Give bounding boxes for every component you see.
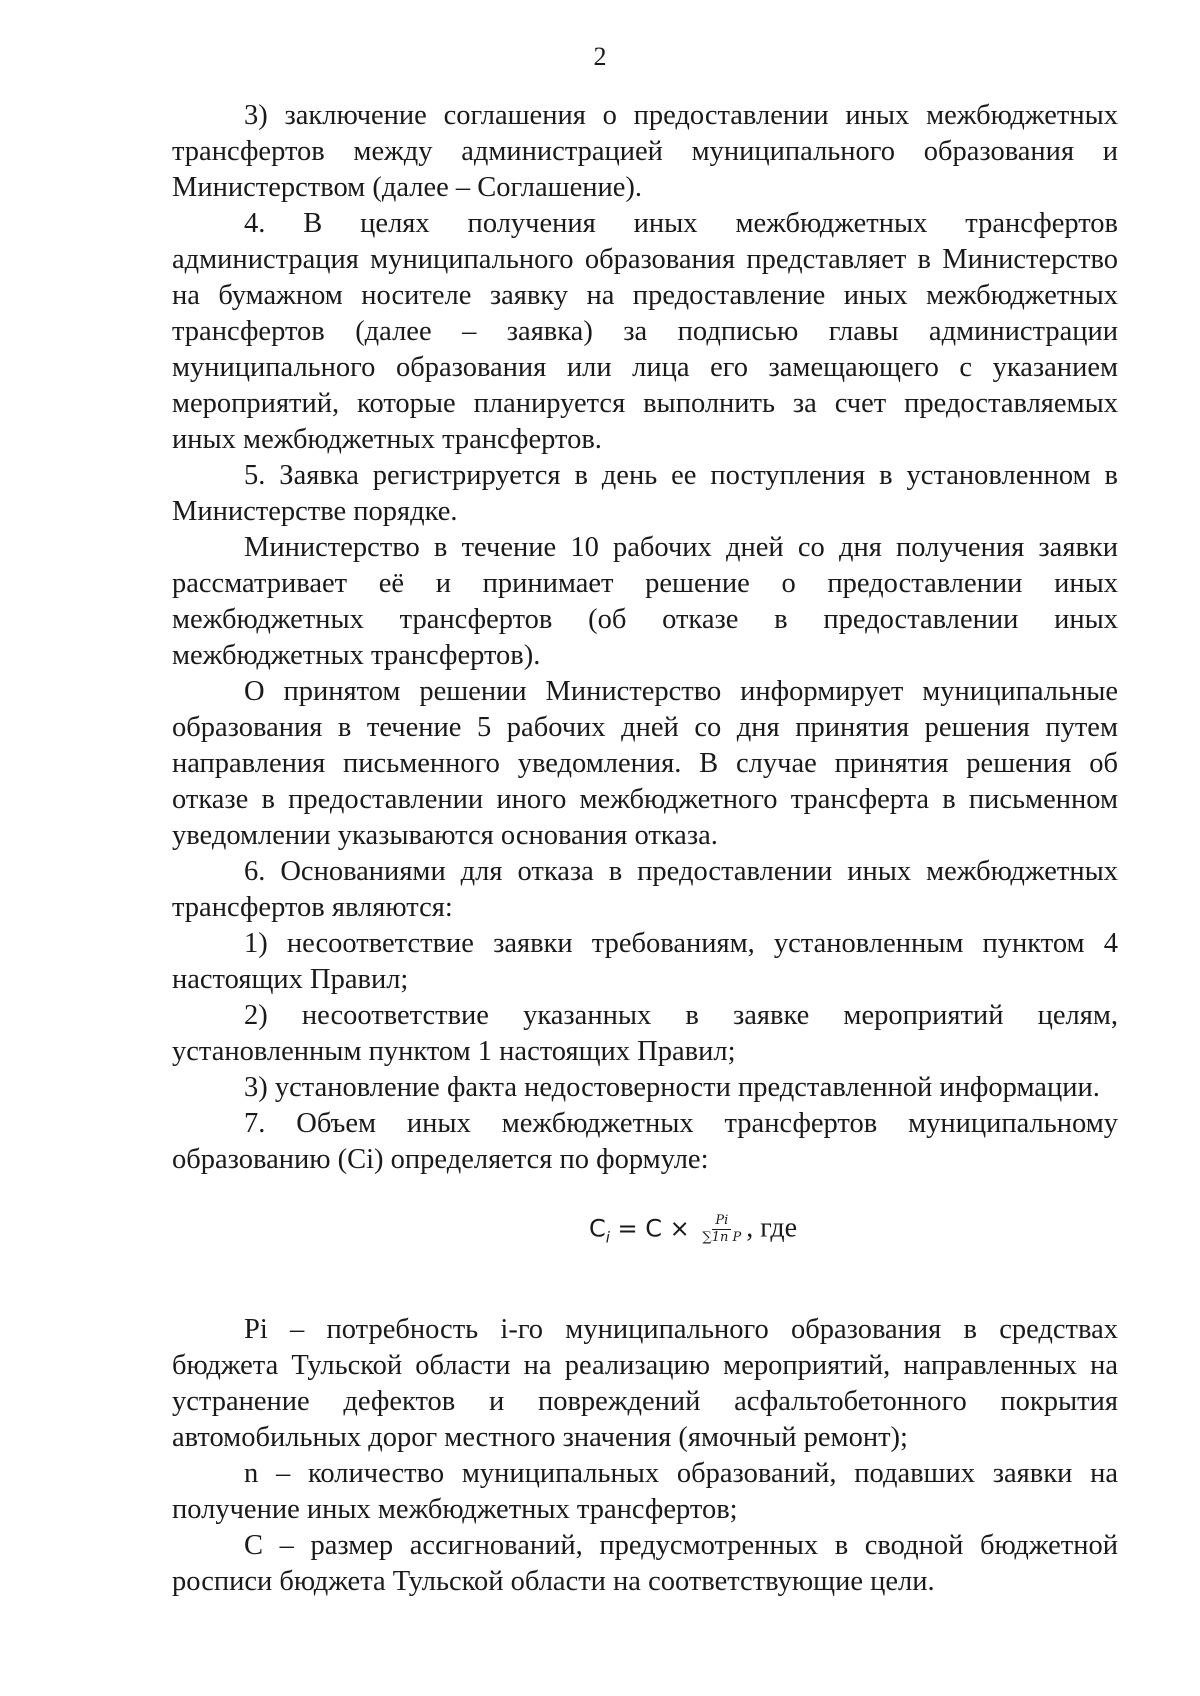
formula-lhs-sub: i <box>605 1228 610 1247</box>
formula-operator: = C × <box>609 1214 698 1243</box>
paragraph: Министерство в течение 10 рабочих дней со дня получения заявки рассматривает её и принимает решение о предоставлении иных межбюджетных трансфертов (об отказе в предоставлении иных межбюджетных трансфертов). <box>172 532 1118 671</box>
paragraph: 7. Объем иных межбюджетных трансфертов муниципальному образованию (Ci) определяется по формуле: <box>172 1108 1118 1175</box>
paragraph: О принятом решении Министерство информирует муниципальные образования в течение 5 рабочих дней со дня принятия решения путем направления письменного уведомления. В случае принятия решения об отказе в предоставлении иного межбюджетного трансферта в письменном уведомлении указываются основания отказа. <box>172 676 1118 851</box>
paragraph: 3) установление факта недостоверности представленной информации. <box>244 1072 1100 1103</box>
formula-suffix: , где <box>746 1212 797 1244</box>
document-body <box>172 98 1118 1600</box>
definition: n – количество муниципальных образований, подавших заявки на получение иных межбюджетных трансфертов; <box>172 1458 1118 1525</box>
paragraph: 5. Заявка регистрируется в день ее поступления в установленном в Министерстве порядке. <box>172 460 1118 527</box>
paragraph: 4. В целях получения иных межбюджетных трансфертов администрация муниципального образования представляет в Министерство на бумажном носителе заявку на предоставление иных межбюджетных трансфертов (далее – заявка) за подписью главы администрации муниципального образования или лица его замещающего с указанием мероприятий, которые планируется выполнить за счет предоставляемых иных межбюджетных трансфертов. <box>172 208 1118 455</box>
paragraph: 6. Основаниями для отказа в предоставлении иных межбюджетных трансфертов являются: <box>172 856 1118 923</box>
formula-fraction <box>699 1214 744 1245</box>
formula-lhs-var: C <box>588 1214 606 1243</box>
formula-expression <box>589 1214 797 1249</box>
paragraph: 3) заключение соглашения о предоставлении иных межбюджетных трансфертов между администрацией муниципального образования и Министерством (далее – Соглашение). <box>172 100 1118 203</box>
paragraph: 1) несоответствие заявки требованиям, установленным пунктом 4 настоящих Правил; <box>172 928 1118 995</box>
definition: Pi – потребность i-го муниципального образования в средствах бюджета Тульской области на реализацию мероприятий, направленных на устранение дефектов и повреждений асфальтобетонного покрытия автомобильных дорог местного значения (ямочный ремонт); <box>172 1314 1118 1453</box>
page-number: 2 <box>593 42 607 71</box>
definition: С – размер ассигнований, предусмотренных в сводной бюджетной росписи бюджета Тульской области на соответствующие цели. <box>172 1530 1118 1597</box>
paragraph: 2) несоответствие указанных в заявке мероприятий целям, установленным пунктом 1 настоящих Правил; <box>172 1000 1118 1067</box>
formula-denominator: ∑1n P <box>702 1229 742 1245</box>
formula <box>172 1212 1118 1262</box>
formula-numerator: Pi <box>712 1214 731 1230</box>
